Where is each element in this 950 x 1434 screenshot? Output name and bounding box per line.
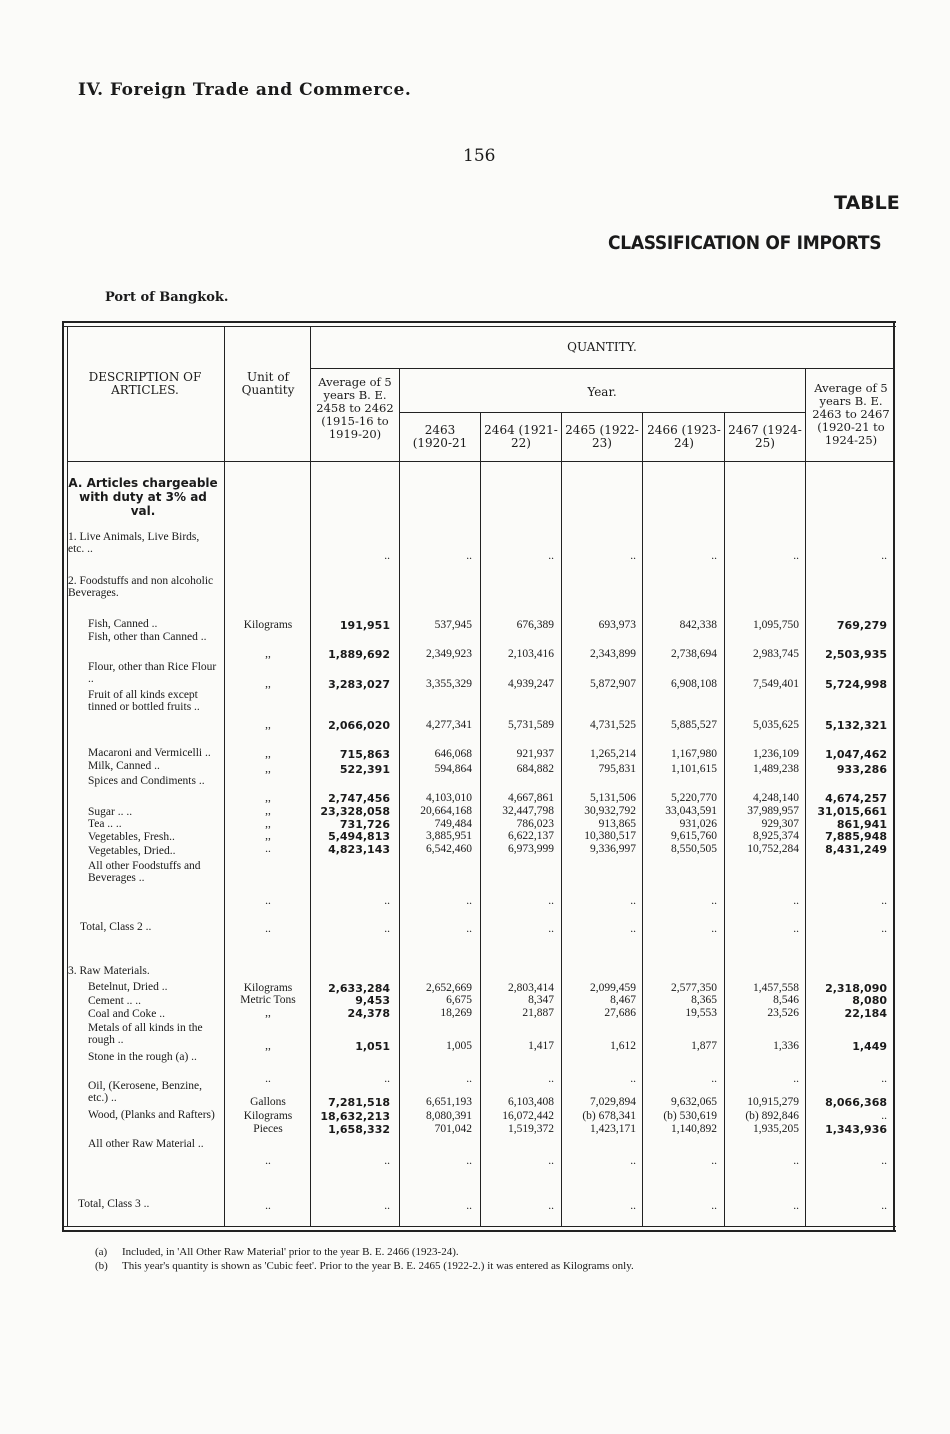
cell-y2463: ..	[466, 1073, 472, 1085]
cell-avg-prev: ..	[384, 550, 390, 562]
cell-y2463: 3,885,951	[426, 830, 472, 842]
cell-avg-prev: 23,328,058	[320, 805, 390, 818]
row-unit: ,,	[265, 805, 271, 817]
cell-y2465: 795,831	[598, 763, 636, 775]
cell-y2465: 9,336,997	[590, 843, 636, 855]
cell-y2467: ..	[793, 1155, 799, 1167]
cell-y2467: 37,989,957	[747, 805, 799, 817]
col-header-2463: 2463 (1920-21	[412, 423, 468, 450]
cell-y2464: 921,937	[516, 748, 554, 760]
row-description: Sugar .. ..	[88, 806, 133, 818]
row-unit: ,,	[265, 830, 271, 842]
cell-avg-next: ..	[881, 1200, 887, 1212]
year-rule	[399, 412, 805, 413]
row-description: Wood, (Planks and Rafters)	[88, 1109, 215, 1121]
cell-y2465: ..	[630, 1200, 636, 1212]
cell-y2463: ..	[466, 1155, 472, 1167]
cell-avg-prev: 2,633,284	[328, 982, 390, 995]
cell-avg-next: ..	[881, 1073, 887, 1085]
col-header-2464: 2464 (1921-22)	[484, 423, 558, 450]
row-description: Macaroni and Vermicelli ..	[88, 747, 211, 759]
cell-y2466: 2,738,694	[671, 648, 717, 660]
cell-y2466: 9,632,065	[671, 1096, 717, 1108]
row-unit: ..	[265, 1073, 271, 1085]
row-unit: ..	[265, 1200, 271, 1212]
cell-avg-prev: 4,823,143	[328, 843, 390, 856]
cell-y2465: 27,686	[604, 1007, 636, 1019]
cell-avg-next: 861,941	[836, 818, 887, 831]
cell-y2467: 929,307	[761, 818, 799, 830]
row-unit: ..	[265, 923, 271, 935]
col-header-avg-prev: Average of 5 years B. E. 2458 to 2462 (1915-16 to 1919-20)	[316, 375, 394, 441]
cell-avg-next: ..	[881, 1110, 887, 1122]
cell-avg-prev: 7,281,518	[328, 1096, 390, 1109]
cell-avg-next: 31,015,661	[817, 805, 887, 818]
cell-y2466: ..	[711, 550, 717, 562]
cell-avg-prev: 191,951	[339, 619, 390, 632]
cell-avg-next: 769,279	[836, 619, 887, 632]
cell-y2465: 1,423,171	[590, 1123, 636, 1135]
quantity-header: QUANTITY.	[567, 340, 637, 354]
cell-y2467: 1,935,205	[753, 1123, 799, 1135]
cell-y2467: 1,095,750	[753, 619, 799, 631]
cell-y2463: 646,068	[434, 748, 472, 760]
cell-avg-next: 1,449	[852, 1040, 887, 1053]
cell-y2463: 20,664,168	[420, 805, 472, 817]
section-title: IV. Foreign Trade and Commerce.	[78, 80, 412, 100]
row-unit: ,,	[265, 648, 271, 660]
cell-y2466: ..	[711, 923, 717, 935]
cell-y2465: 2,099,459	[590, 982, 636, 994]
cell-y2465: 30,932,792	[584, 805, 636, 817]
row-description: Fish, Canned ..	[88, 618, 158, 630]
cell-y2464: 4,667,861	[508, 792, 554, 804]
cell-avg-prev: 1,658,332	[328, 1123, 390, 1136]
cell-y2465: 913,865	[598, 818, 636, 830]
table-left-edge	[62, 321, 64, 1231]
col-divider	[805, 368, 806, 1226]
cell-y2466: 33,043,591	[665, 805, 717, 817]
cell-avg-next: 2,318,090	[825, 982, 887, 995]
row-unit: ,,	[265, 1040, 271, 1052]
cell-y2464: ..	[548, 923, 554, 935]
col-header-avg-next: Average of 5 years B. E. 2463 to 2467 (1920-21 to 1924-25)	[812, 381, 890, 447]
table-right-edge	[893, 321, 895, 1231]
cell-y2463: 8,080,391	[426, 1110, 472, 1122]
cell-y2463: 2,349,923	[426, 648, 472, 660]
cell-y2467: 10,752,284	[747, 843, 799, 855]
cell-y2464: 21,887	[522, 1007, 554, 1019]
row-description: Metals of all kinds in the rough ..	[88, 1022, 203, 1046]
row-description: Vegetables, Fresh..	[88, 831, 175, 843]
row-description: Flour, other than Rice Flour ..	[88, 661, 217, 685]
row-unit: ,,	[265, 1007, 271, 1019]
cell-avg-next: 7,885,948	[825, 830, 887, 843]
row-description: Coal and Coke ..	[88, 1008, 165, 1020]
cell-y2463: 4,103,010	[426, 792, 472, 804]
quantity-rule	[310, 368, 894, 369]
cell-y2464: ..	[548, 1155, 554, 1167]
cell-y2463: 749,484	[434, 818, 472, 830]
col-divider	[561, 412, 562, 1226]
cell-y2465: 1,265,214	[590, 748, 636, 760]
cell-y2467: 1,336	[773, 1040, 799, 1052]
cell-y2467: 8,546	[773, 994, 799, 1006]
table-top-rule-2	[62, 326, 896, 327]
cell-y2463: 537,945	[434, 619, 472, 631]
cell-y2466: 1,877	[691, 1040, 717, 1052]
col-divider	[642, 412, 643, 1226]
cell-y2466: 1,101,615	[671, 763, 717, 775]
row-unit: Gallons	[250, 1096, 286, 1108]
cell-y2465: 5,872,907	[590, 678, 636, 690]
cell-avg-prev: ..	[384, 1073, 390, 1085]
cell-y2464: 5,731,589	[508, 719, 554, 731]
total-class-3-label: Total, Class 3 ..	[78, 1198, 150, 1210]
cell-y2466: 5,220,770	[671, 792, 717, 804]
cell-y2466: ..	[711, 1200, 717, 1212]
cell-y2463: 2,652,669	[426, 982, 472, 994]
port-name: Port of Bangkok.	[105, 290, 229, 305]
cell-y2463: ..	[466, 550, 472, 562]
cell-y2464: 32,447,798	[502, 805, 554, 817]
row-unit: Kilograms	[243, 1110, 293, 1122]
cell-y2465: 8,467	[610, 994, 636, 1006]
cell-y2467: 1,489,238	[753, 763, 799, 775]
cell-y2467: 2,983,745	[753, 648, 799, 660]
cell-avg-prev: 1,889,692	[328, 648, 390, 661]
cell-y2466: 1,140,892	[671, 1123, 717, 1135]
cell-avg-next: 933,286	[836, 763, 887, 776]
cell-y2463: 4,277,341	[426, 719, 472, 731]
cell-avg-prev: ..	[384, 895, 390, 907]
cell-avg-prev: 1,051	[355, 1040, 390, 1053]
cell-y2464: 4,939,247	[508, 678, 554, 690]
table-top-rule	[62, 321, 896, 323]
cell-avg-prev: ..	[384, 1155, 390, 1167]
row-unit: ..	[265, 1155, 271, 1167]
cell-avg-next: 2,503,935	[825, 648, 887, 661]
row-description: Oil, (Kerosene, Benzine, etc.) ..	[88, 1080, 203, 1104]
cell-avg-prev: ..	[384, 923, 390, 935]
cell-avg-prev: 2,066,020	[328, 719, 390, 732]
row-description: Tea .. ..	[88, 818, 122, 830]
row-description: Spices and Condiments ..	[88, 775, 205, 787]
cell-avg-prev: 731,726	[339, 818, 390, 831]
table-bottom-rule	[62, 1226, 896, 1227]
cell-y2465: ..	[630, 1073, 636, 1085]
cell-y2467: ..	[793, 550, 799, 562]
cell-avg-next: 8,431,249	[825, 843, 887, 856]
total-class-2-label: Total, Class 2 ..	[80, 921, 152, 933]
row-description: Betelnut, Dried ..	[88, 981, 168, 993]
cell-avg-next: 1,343,936	[825, 1123, 887, 1136]
col-divider	[399, 368, 400, 1226]
cell-y2465: 1,612	[610, 1040, 636, 1052]
cell-y2463: ..	[466, 1200, 472, 1212]
cell-avg-next: ..	[881, 895, 887, 907]
cell-y2463: 18,269	[440, 1007, 472, 1019]
col-header-2466: 2466 (1923-24)	[647, 423, 721, 450]
cell-y2467: 10,915,279	[747, 1096, 799, 1108]
row-unit: ,,	[265, 748, 271, 760]
cell-y2464: 676,389	[516, 619, 554, 631]
col-header-2467: 2467 (1924-25)	[728, 423, 802, 450]
class-1-label: 1. Live Animals, Live Birds, etc. ..	[68, 531, 200, 555]
row-description: All other Foodstuffs and Beverages ..	[88, 860, 201, 884]
cell-y2466: 1,167,980	[671, 748, 717, 760]
cell-y2465: 4,731,525	[590, 719, 636, 731]
cell-y2464: 786,023	[516, 818, 554, 830]
cell-avg-prev: 5,494,813	[328, 830, 390, 843]
cell-y2467: 7,549,401	[753, 678, 799, 690]
cell-avg-next: 5,132,321	[825, 719, 887, 732]
cell-y2463: 6,542,460	[426, 843, 472, 855]
cell-y2465: ..	[630, 550, 636, 562]
cell-avg-prev: 24,378	[347, 1007, 390, 1020]
row-unit: ..	[265, 843, 271, 855]
cell-avg-next: ..	[881, 1155, 887, 1167]
cell-y2464: 6,103,408	[508, 1096, 554, 1108]
cell-y2467: (b) 892,846	[745, 1110, 799, 1122]
col-divider	[724, 412, 725, 1226]
cell-y2467: 23,526	[767, 1007, 799, 1019]
section-a-label: A. Articles chargeable with duty at 3% ad val.	[68, 476, 218, 518]
cell-y2464: ..	[548, 1200, 554, 1212]
row-unit: ..	[265, 895, 271, 907]
cell-y2466: ..	[711, 1073, 717, 1085]
row-description: Milk, Canned ..	[88, 760, 160, 772]
cell-y2466: 6,908,108	[671, 678, 717, 690]
cell-y2466: ..	[711, 895, 717, 907]
cell-y2465: 2,343,899	[590, 648, 636, 660]
cell-avg-prev: 715,863	[339, 748, 390, 761]
cell-avg-prev: ..	[384, 1200, 390, 1212]
cell-y2463: 701,042	[434, 1123, 472, 1135]
cell-y2466: (b) 530,619	[663, 1110, 717, 1122]
cell-avg-next: 22,184	[844, 1007, 887, 1020]
cell-y2466: ..	[711, 1155, 717, 1167]
cell-y2466: 19,553	[685, 1007, 717, 1019]
cell-y2467: ..	[793, 895, 799, 907]
cell-y2466: 9,615,760	[671, 830, 717, 842]
class-3-label: 3. Raw Materials.	[68, 965, 150, 977]
row-description: Vegetables, Dried..	[88, 845, 176, 857]
year-header: Year.	[587, 385, 617, 399]
cell-y2464: 1,417	[528, 1040, 554, 1052]
cell-y2465: (b) 678,341	[582, 1110, 636, 1122]
cell-y2465: 7,029,894	[590, 1096, 636, 1108]
cell-y2464: 6,973,999	[508, 843, 554, 855]
cell-y2467: ..	[793, 923, 799, 935]
cell-y2463: ..	[466, 895, 472, 907]
row-unit: ,,	[265, 792, 271, 804]
cell-y2463: ..	[466, 923, 472, 935]
row-unit: ,,	[265, 818, 271, 830]
cell-y2465: ..	[630, 895, 636, 907]
row-unit: Kilograms	[243, 982, 293, 994]
cell-y2466: 8,550,505	[671, 843, 717, 855]
col-divider	[480, 412, 481, 1226]
cell-y2467: 8,925,374	[753, 830, 799, 842]
class-2-label: 2. Foodstuffs and non alcoholic Beverages.	[68, 575, 214, 599]
row-description: Cement .. ..	[88, 995, 142, 1007]
cell-avg-prev: 522,391	[339, 763, 390, 776]
cell-y2463: 3,355,329	[426, 678, 472, 690]
cell-y2467: ..	[793, 1073, 799, 1085]
col-header-description: DESCRIPTION OF ARTICLES.	[88, 370, 202, 397]
cell-y2467: 1,236,109	[753, 748, 799, 760]
row-unit: Metric Tons	[240, 994, 296, 1006]
cell-avg-next: 5,724,998	[825, 678, 887, 691]
row-description: All other Raw Material ..	[88, 1138, 204, 1150]
cell-y2464: 6,622,137	[508, 830, 554, 842]
footnote-b: (b) This year's quantity is shown as 'Cubic feet'. Prior to the year B. E. 2465 (1922-2.) it was entered as Kilograms only.	[95, 1260, 634, 1272]
cell-avg-next: ..	[881, 923, 887, 935]
row-unit: Pieces	[253, 1123, 283, 1135]
table-bottom-rule-2	[62, 1230, 896, 1232]
cell-y2463: 6,675	[446, 994, 472, 1006]
cell-y2463: 594,864	[434, 763, 472, 775]
table-label: TABLE	[834, 192, 900, 214]
row-unit: Kilograms	[243, 619, 293, 631]
cell-y2467: 4,248,140	[753, 792, 799, 804]
cell-avg-next: 8,066,368	[825, 1096, 887, 1109]
cell-y2464: 1,519,372	[508, 1123, 554, 1135]
row-unit: ,,	[265, 678, 271, 690]
cell-y2464: 2,803,414	[508, 982, 554, 994]
cell-y2464: ..	[548, 1073, 554, 1085]
cell-y2467: 1,457,558	[753, 982, 799, 994]
cell-y2464: 8,347	[528, 994, 554, 1006]
cell-avg-next: 4,674,257	[825, 792, 887, 805]
cell-y2463: 6,651,193	[426, 1096, 472, 1108]
cell-y2466: 5,885,527	[671, 719, 717, 731]
cell-y2465: 693,973	[598, 619, 636, 631]
cell-y2465: 10,380,517	[584, 830, 636, 842]
row-description: Stone in the rough (a) ..	[88, 1051, 197, 1063]
cell-y2466: 2,577,350	[671, 982, 717, 994]
cell-y2464: ..	[548, 550, 554, 562]
row-description: Fruit of all kinds except tinned or bottled fruits ..	[88, 689, 200, 713]
cell-y2466: 8,365	[691, 994, 717, 1006]
classification-title: CLASSIFICATION OF IMPORTS	[608, 232, 882, 254]
col-header-unit: Unit of Quantity	[241, 370, 295, 397]
cell-avg-prev: 18,632,213	[320, 1110, 390, 1123]
page-number: 156	[463, 146, 496, 166]
cell-y2464: 2,103,416	[508, 648, 554, 660]
cell-y2463: 1,005	[446, 1040, 472, 1052]
row-unit: ,,	[265, 763, 271, 775]
header-bottom-rule	[67, 461, 894, 462]
col-header-2465: 2465 (1922-23)	[565, 423, 639, 450]
cell-avg-next: 8,080	[852, 994, 887, 1007]
cell-y2464: 684,882	[516, 763, 554, 775]
cell-y2464: 16,072,442	[502, 1110, 554, 1122]
cell-y2467: 5,035,625	[753, 719, 799, 731]
cell-avg-next: ..	[881, 550, 887, 562]
cell-avg-prev: 9,453	[355, 994, 390, 1007]
cell-avg-prev: 3,283,027	[328, 678, 390, 691]
cell-avg-next: 1,047,462	[825, 748, 887, 761]
cell-y2467: ..	[793, 1200, 799, 1212]
row-description: Fish, other than Canned ..	[88, 631, 207, 643]
cell-avg-prev: 2,747,456	[328, 792, 390, 805]
cell-y2466: 931,026	[679, 818, 717, 830]
cell-y2465: 5,131,506	[590, 792, 636, 804]
row-unit: ,,	[265, 719, 271, 731]
cell-y2465: ..	[630, 1155, 636, 1167]
cell-y2466: 842,338	[679, 619, 717, 631]
cell-y2464: ..	[548, 895, 554, 907]
cell-y2465: ..	[630, 923, 636, 935]
footnote-a: (a) Included, in 'All Other Raw Material' prior to the year B. E. 2466 (1923-24).	[95, 1246, 459, 1258]
